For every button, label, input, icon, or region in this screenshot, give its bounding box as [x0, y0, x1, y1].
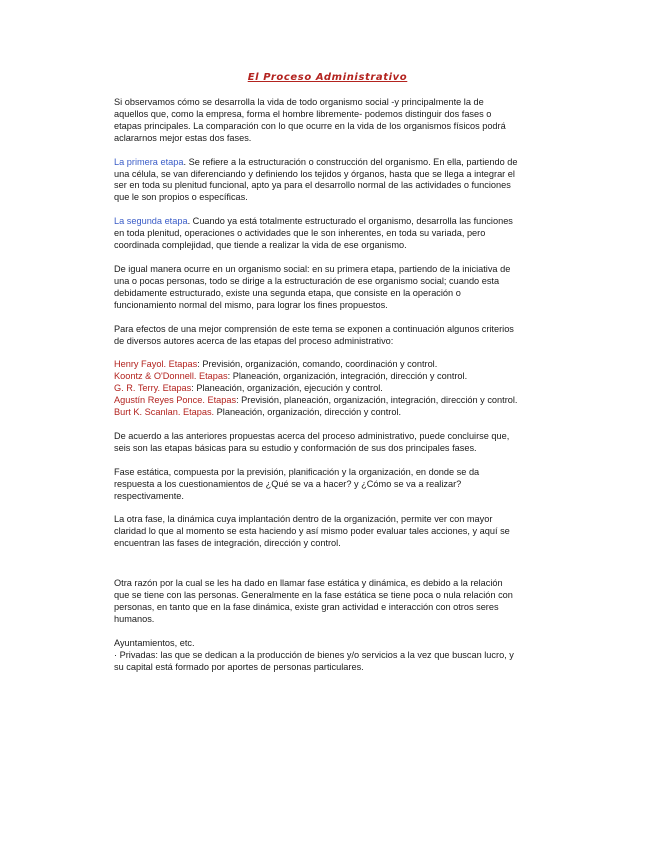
author-name: Koontz & O'Donnell. Etapas — [114, 371, 228, 382]
conclusion-paragraph: De acuerdo a las anteriores propuestas acerca del proceso administrativo, puede concluirse que, seis son las etapas básicas para su estudio y conformación de sus dos principales fases. — [114, 430, 510, 453]
author-item — [114, 371, 520, 383]
ayuntamientos-line: Ayuntamientos, etc. — [114, 637, 195, 648]
author-stages: : Planeación, organización, ejecución y control. — [191, 383, 383, 394]
author-name: G. R. Terry. Etapas — [114, 383, 192, 394]
author-name: Agustín Reyes Ponce. Etapas — [114, 395, 237, 406]
author-item — [114, 359, 520, 371]
document-body — [114, 97, 520, 686]
first-stage-paragraph — [114, 157, 520, 205]
phases-reason-paragraph: Otra razón por la cual se les ha dado en llamar fase estática y dinámica, es debido a la relación que se tiene con las personas. Generalmente en la fase estática se tiene poca o nula relación con personas, en tanto que en la fase dinámica, existe gran actividad e interacción con otros seres humanos. — [114, 578, 513, 624]
author-item — [114, 383, 520, 395]
author-stages: : Previsión, planeación, organización, integración, dirección y control. — [236, 395, 518, 406]
static-phase-paragraph: Fase estática, compuesta por la previsión, planificación y la organización, en donde se da respuesta a los cuestionamientos de ¿Qué se va a hacer? y ¿Cómo se va a realizar? respectivamente. — [114, 466, 480, 501]
author-item — [114, 407, 520, 419]
authors-list — [114, 359, 520, 419]
private-entities-paragraph: · Privadas: las que se dedican a la producción de bienes y/o servicios a la vez que buscan lucro, y su capital está formado por aportes de personas particulares. — [114, 649, 514, 672]
social-organism-paragraph: De igual manera ocurre en un organismo social: en su primera etapa, partiendo de la iniciativa de una o pocas personas, todo se dirige a la estructuración de ese organismo social; cuando esta debidamente estructurado, existe una segunda etapa, que consiste en la operación o funcionamiento normal del mismo, para lograr los fines propuestos. — [114, 263, 511, 310]
first-stage-label: La primera etapa — [114, 156, 184, 167]
author-stages: Planeación, organización, dirección y control. — [214, 407, 402, 418]
author-stages: : Previsión, organización, comando, coordinación y control. — [197, 359, 438, 370]
first-stage-text: . Se refiere a la estructuración o construcción del organismo. En ella, partiendo de una célula, se van diferenciando y definiendo los tejidos y órganos, hasta que se llega a integrar el ser en toda su plenitud funcional, apto ya para el desarrollo normal de las actividades o funciones que le son propios o específicas. — [114, 156, 518, 203]
author-name: Henry Fayol. Etapas — [114, 359, 198, 370]
document-title: El Proceso Administrativo — [247, 72, 408, 83]
dynamic-phase-paragraph: La otra fase, la dinámica cuya implantación dentro de la organización, permite ver con mayor claridad lo que al momento se esta haciendo y así mismo poder evaluar tales acciones, y aquí se encuentran las fases de integración, dirección y control. — [114, 514, 510, 549]
second-stage-paragraph — [114, 216, 520, 252]
second-stage-label: La segunda etapa — [114, 216, 188, 227]
intro-paragraph: Si observamos cómo se desarrolla la vida de todo organismo social -y principalmente la de aquellos que, como la empresa, forma el hombre libremente- podemos distinguir dos fases o etapas principales. La comparación con lo que ocurre en la vida de los organismos físicos podrá aclararnos mejor estas dos fases. — [114, 97, 506, 143]
author-name: Burt K. Scanlan. Etapas. — [114, 407, 215, 418]
second-stage-text: . Cuando ya está totalmente estructurado el organismo, desarrolla las funciones en toda plenitud, operaciones o actividades que le son inherentes, en toda su variada, pero coordinada complejidad, que tiende a realizar la vida de ese organismo. — [114, 216, 513, 251]
author-stages: : Planeación, organización, integración, dirección y control. — [227, 371, 468, 382]
author-item — [114, 395, 520, 407]
authors-intro-paragraph: Para efectos de una mejor comprensión de este tema se exponen a continuación algunos criterios de diversos autores acerca de las etapas del proceso administrativo: — [114, 323, 514, 346]
